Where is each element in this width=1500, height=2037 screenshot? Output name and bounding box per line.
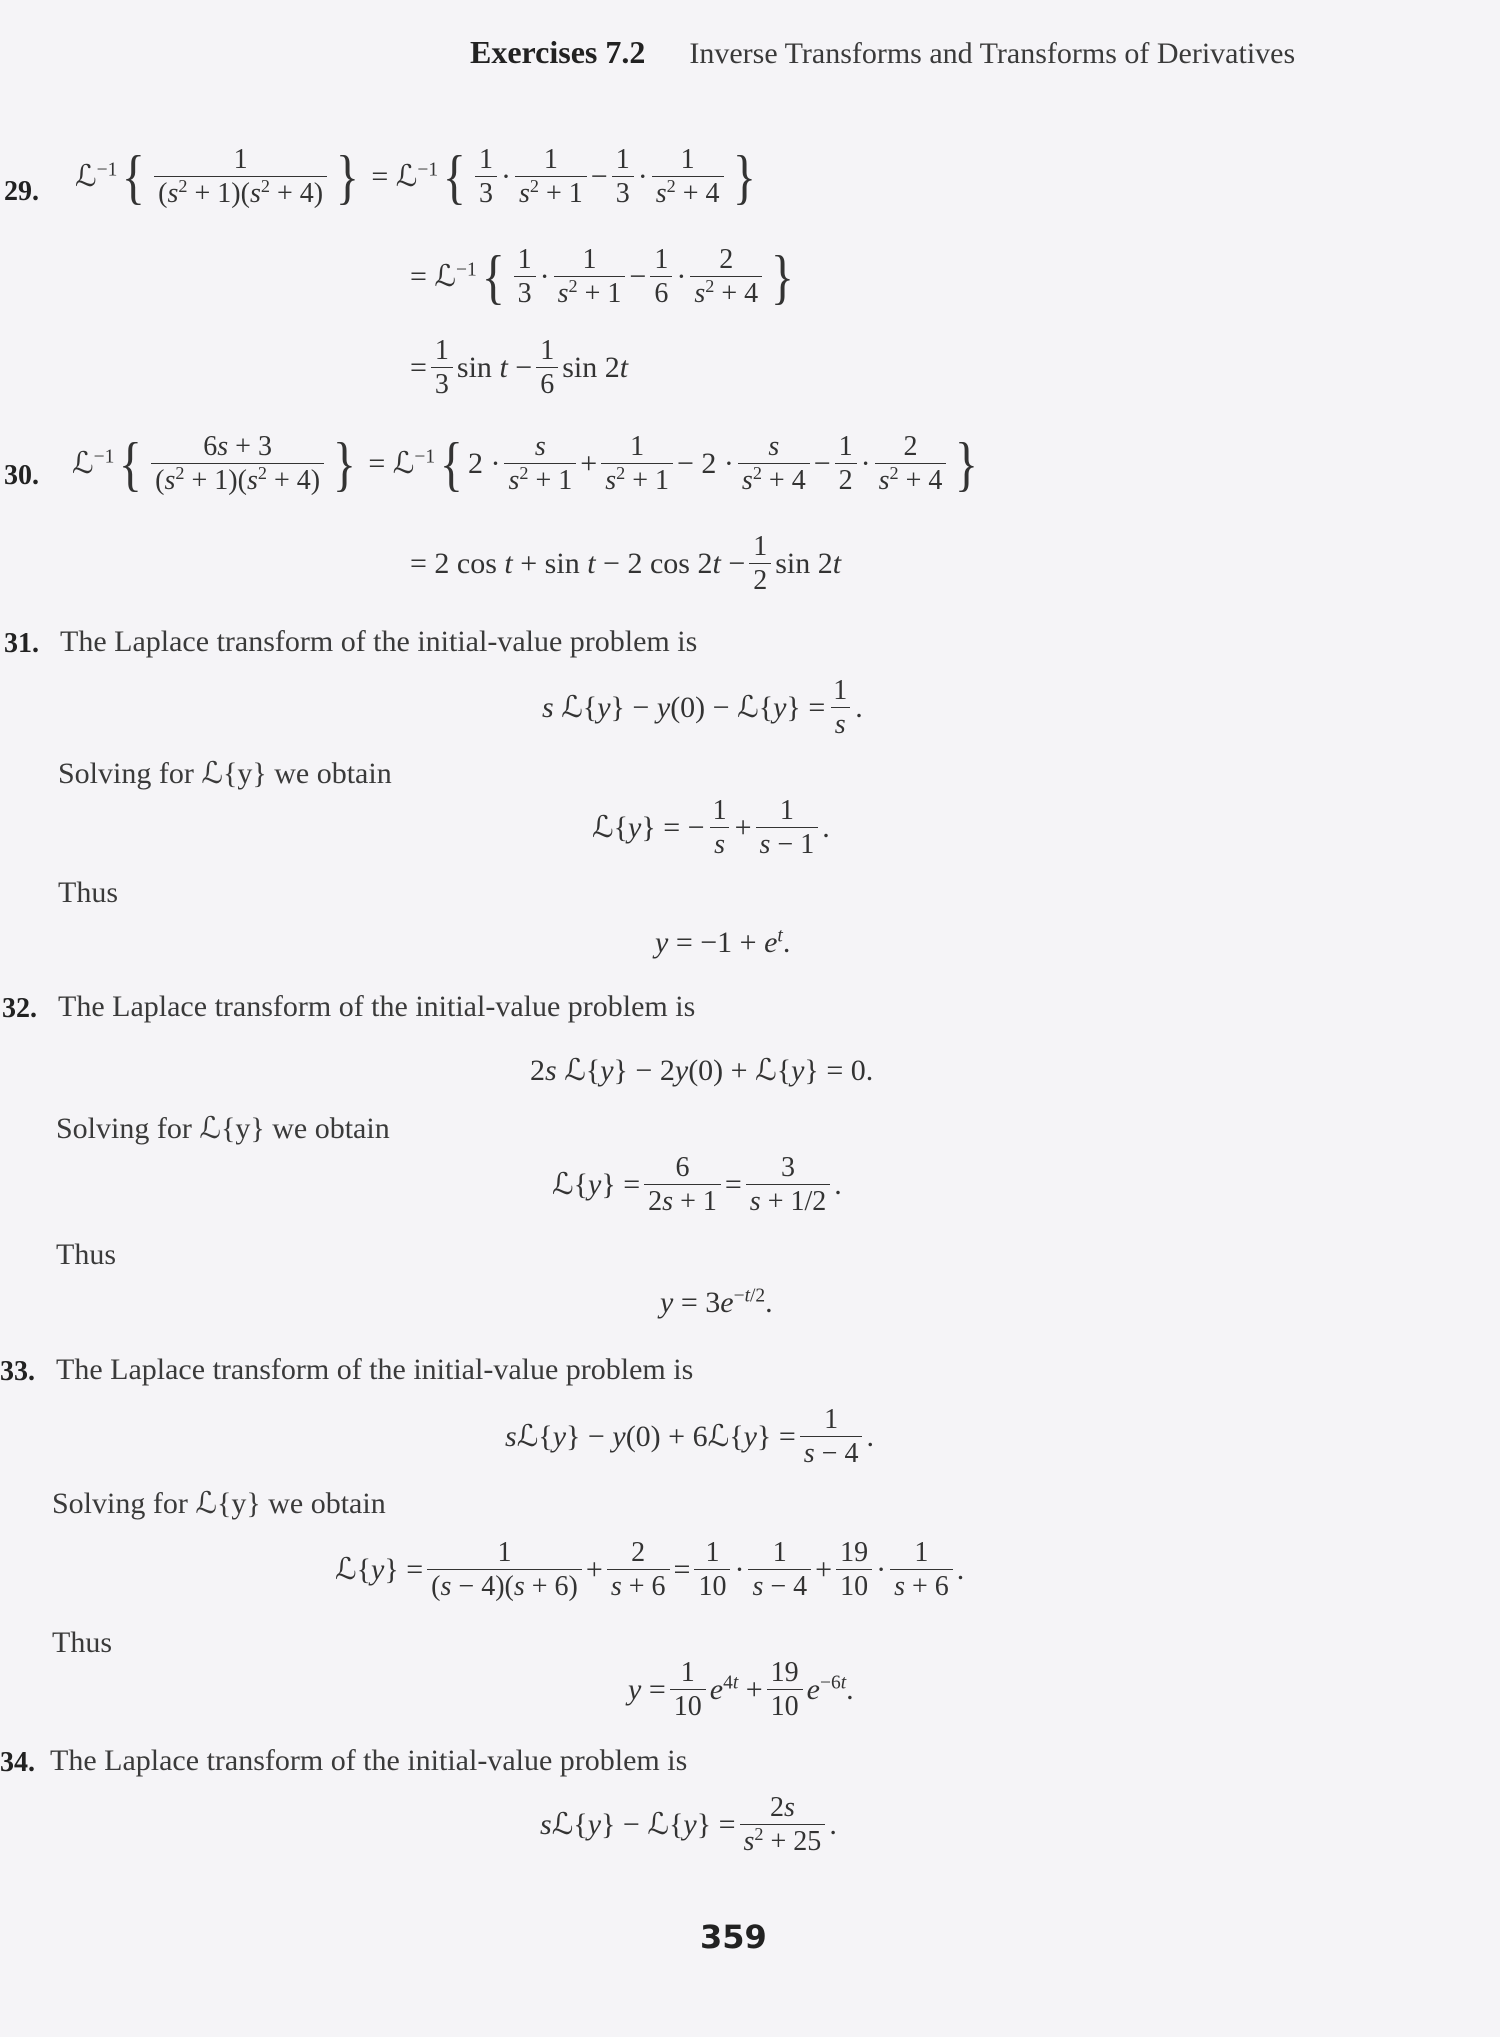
equation-33-solution: ℒ{y} = $\frac{1}{(s - 4)(s + 6)}$ + $\frac{2}{s + 6}$ = $\frac{1}{10}$ · $\frac{1}{s - 4}$ + $\frac{19}{10}$ · $\frac{1}{s + 6}$ . [335,1537,965,1603]
problem-31-solving: Solving for ℒ{y} we obtain [58,757,392,790]
problem-32-intro: The Laplace transform of the initial-value problem is [58,990,696,1023]
problem-31-thus: Thus [58,876,118,909]
equation-29-line-2: = ℒ$^{-1}$ { $\frac{1}{3}$ · $\frac{1}{s^2 + 1}$ − $\frac{1}{6}$ · $\frac{2}{s^2 + 4}$ } [410,243,795,310]
page-number: 359 [700,1918,767,1956]
problem-number-29: 29. [4,176,39,207]
problem-32-thus: Thus [56,1238,116,1271]
problem-number-31: 31. [4,628,39,659]
equation-30-line-1: ℒ$^{-1}$ { $\frac{6s + 3}{(s^2 + 1)(s^2 + 4)}$ } = ℒ$^{-1}$ { 2 · $\frac{s}{s^2 + 1}$ + $\frac{1}{s^2 + 1}$ − 2 · $\frac{s}{s^2 + 4}$ − $\frac{1}{2}$ · $\frac{2}{s^2 + 4}$ } [72,430,979,497]
equation-31-answer: $y = -1 + e^t$. [655,925,791,959]
equation-29-line-1: ℒ$^{-1}$ { $\frac{1}{(s^2 + 1)(s^2 + 4)}$ } = ℒ$^{-1}$ { $\frac{1}{3}$ · $\frac{1}{s^2 + 1}$ − $\frac{1}{3}$ · $\frac{1}{s^2 + 4}$ } [75,143,756,210]
problem-33-thus: Thus [52,1626,112,1659]
problem-31-intro: The Laplace transform of the initial-value problem is [60,625,698,658]
equation-33-answer: y = $\frac{1}{10}$ $e^{4t}$ + $\frac{19}{10}$ $e^{-6t}$. [628,1657,854,1723]
equation-32-transform: 2s ℒ{y} − 2y(0) + ℒ{y} = 0. [530,1054,874,1087]
problem-34-intro: The Laplace transform of the initial-value problem is [50,1744,688,1777]
problem-number-32: 32. [2,993,37,1024]
equation-34-transform: sℒ{y} − ℒ{y} = $\frac{2s}{s^2 + 25}$ . [540,1792,837,1858]
section-title: Exercises 7.2 [470,34,646,70]
equation-32-answer: $y = 3e^{-t/2}$. [660,1285,773,1319]
equation-31-solution: ℒ{y} = − $\frac{1}{s}$ + $\frac{1}{s - 1}$ . [592,795,830,861]
problem-number-34: 34. [0,1747,35,1778]
problem-33-solving: Solving for ℒ{y} we obtain [52,1487,386,1520]
problem-32-solving: Solving for ℒ{y} we obtain [56,1112,390,1145]
problem-33-intro: The Laplace transform of the initial-value problem is [56,1353,694,1386]
equation-32-solution: ℒ{y} = $\frac{6}{2s + 1}$ = $\frac{3}{s + 1/2}$ . [552,1152,842,1218]
equation-33-transform: sℒ{y} − y(0) + 6ℒ{y} = $\frac{1}{s - 4}$ . [505,1404,874,1470]
equation-30-line-2: = 2 cos t + sin t − 2 cos 2t − $\frac{1}{2}$ sin 2t [410,531,842,597]
equation-31-transform: s ℒ{y} − y(0) − ℒ{y} = $\frac{1}{s}$ . [542,675,863,741]
problem-number-30: 30. [4,460,39,491]
equation-29-line-3: = $\frac{1}{3}$ sin t − $\frac{1}{6}$ sin 2t [410,335,629,401]
section-subtitle: Inverse Transforms and Transforms of Derivatives [689,37,1296,70]
problem-number-33: 33. [0,1356,35,1387]
page-header [470,34,1295,71]
